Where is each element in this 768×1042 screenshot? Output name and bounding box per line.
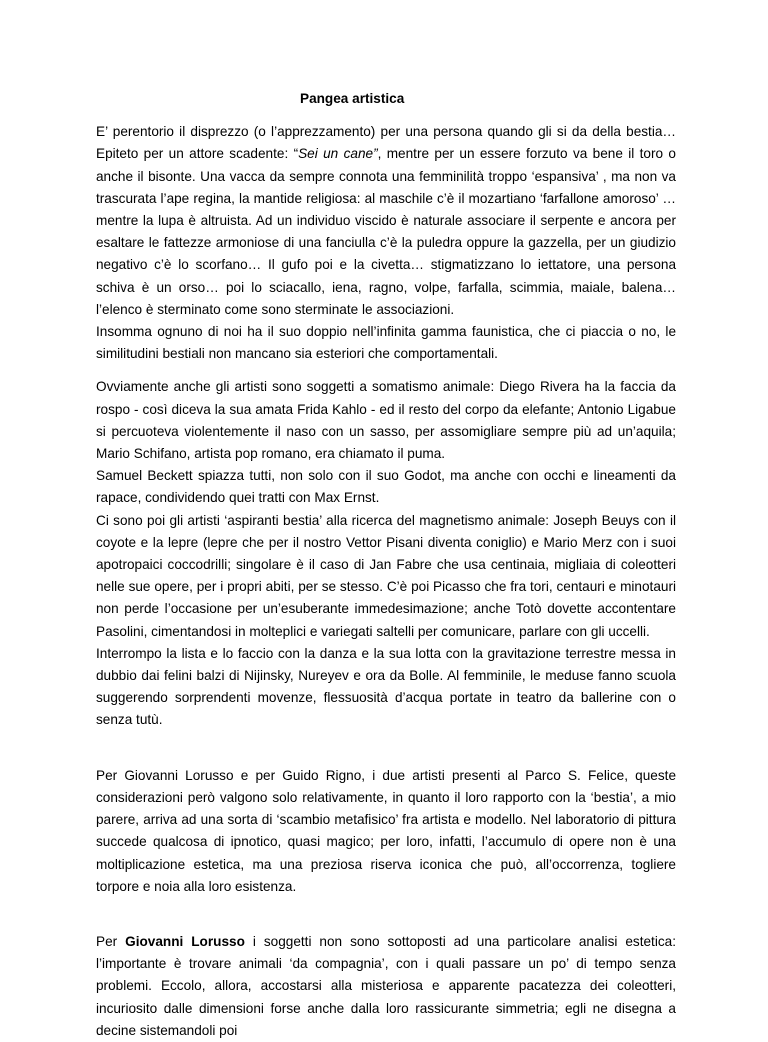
document-title: Pangea artistica bbox=[300, 91, 405, 106]
paragraph-7: Per Giovanni Lorusso e per Guido Rigno, i due artisti presenti al Parco S. Felice, queste considerazioni però valgono solo relativamente, in quanto il loro rapporto con la ‘bestia’, a mio parere, arriva ad una sorta di ‘scambio metafisico’ fra artista e modello. Nel laboratorio di pittura succede qualcosa di ipnotico, quasi magico; per loro, infatti, l’accumulo di opere non è una moltiplicazione estetica, ma una preziosa riserva iconica che può, all’occorrenza, togliere torpore e noia alla loro esistenza. bbox=[96, 767, 676, 894]
paragraph-3: Ovviamente anche gli artisti sono soggetti a somatismo animale: Diego Rivera ha la faccia da rospo - così diceva la sua amata Frida Kahlo - ed il resto del corpo da elefante; Antonio Ligabue si percuoteva violentemente il naso con un sasso, per assomigliare sempre più ad un’aquila; Mario Schifano, artista pop romano, era chiamato il puma. bbox=[96, 379, 676, 462]
quote-italic: Sei un cane” bbox=[298, 146, 378, 162]
paragraph-6: Interrompo la lista e lo faccio con la danza e la sua lotta con la gravitazione terrestre messa in dubbio dai felini balzi di Nijinsky, Nureyev e ora da Bolle. Al femminile, le meduse fanno scuola suggerendo sorprendenti movenze, flessuosità d’acqua portate in teatro da ballerine con o senza tutù. bbox=[96, 645, 676, 728]
paragraph-1: E’ perentorio il disprezzo (o l’apprezzamento) per una persona quando gli si da della bestia… Epiteto per un attore scadente: “Sei un cane”, mentre per un essere forzuto va bene il toro o anche il bisonte. Una vacca da sempre connota una femminilità troppo ‘espansiva’ , ma non va trascurata l’ape regina, la mantide religiosa: al maschile c’è il mozartiano ‘farfallone amoroso’ … mentre la lupa è altruista. Ad un individuo viscido è naturale associare il serpente e ancora per esaltare le fattezze armoniose di una fanciulla c’è la puledra oppure la gazzella, per un giudizio negativo c’è lo scorfano… Il gufo poi e la civetta… stigmatizzano lo iettatore, una persona schiva è un orso… poi lo sciacallo, iena, ragno, volpe, farfalla, scimmia, maiale, balena… l’elenco è sterminato come sono sterminate le associazioni. bbox=[96, 124, 676, 317]
artist-name-bold: Giovanni Lorusso bbox=[125, 933, 245, 949]
paragraph-2: Insomma ognuno di noi ha il suo doppio nell’infinita gamma faunistica, che ci piaccia o no, le similitudini bestiali non mancano sia esteriori che comportamentali. bbox=[96, 324, 676, 362]
paragraph-8: Per Giovanni Lorusso i soggetti non sono sottoposti ad una particolare analisi estetica: l’importante è trovare animali ‘da compagnia’, con i quali passare un po’ di tempo senza problemi. Eccolo, allora, accostarsi alla misteriosa e apparente pacatezza dei coleotteri, incuriosito dalle dimensioni forse anche dalla loro rassicurante simmetria; egli ne disegna a decine sistemandoli poi bbox=[96, 933, 676, 1038]
paragraph-4: Samuel Beckett spiazza tutti, non solo con il suo Godot, ma anche con occhi e lineamenti da rapace, condividendo quei tratti con Max Ernst. bbox=[96, 468, 676, 506]
paragraph-5: Ci sono poi gli artisti ‘aspiranti bestia’ alla ricerca del magnetismo animale: Joseph Beuys con il coyote e la lepre (lepre che per il nostro Vettor Pisani diventa coniglio) e Mario Merz con i suoi apotropaici coccodrilli; singolare è il caso di Jan Fabre che usa centinaia, migliaia di coleotteri nelle sue opere, per i propri abiti, per se stesso. C’è poi Picasso che fra tori, centauri e minotauri non perde l’occasione per un’esuberante immedesimazione; anche Totò dovette accontentare Pasolini, cimentandosi in molteplici e variegati saltelli per comunicare, parlare con gli uccelli. bbox=[96, 512, 676, 639]
